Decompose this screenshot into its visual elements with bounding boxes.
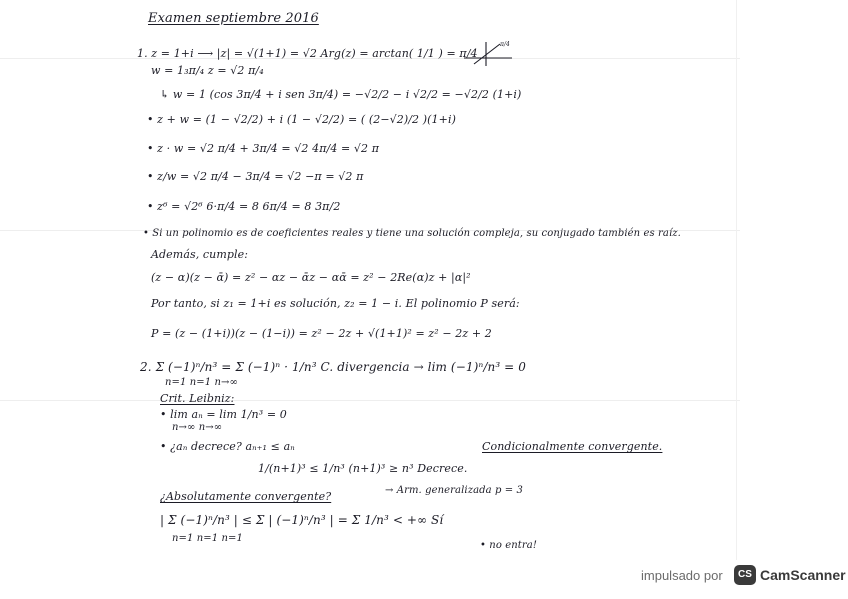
exercise-1-sum: • z + w = (1 − √2/2) + i (1 − √2/2) = ( (2−√2)/2 )(1+i) bbox=[147, 113, 456, 126]
polynomial-result: P = (z − (1+i))(z − (1−i)) = z² − 2z + √(1+1)² = z² − 2z + 2 bbox=[151, 327, 492, 340]
argument-diagram bbox=[460, 38, 520, 68]
diagram-label: π/4 bbox=[500, 41, 510, 48]
exercise-1-product: • z · w = √2 π/4 + 3π/4 = √2 4π/4 = √2 π bbox=[147, 142, 380, 155]
exercise-1-power: • z⁶ = √2⁶ 6·π/4 = 8 6π/4 = 8 3π/2 bbox=[147, 200, 341, 213]
polynomial-statement: • Si un polinomio es de coeficientes reales y tiene una solución compleja, su conjugado también es raíz. bbox=[143, 228, 681, 239]
absolute-convergence-heading: ¿Absolutamente convergente? bbox=[160, 490, 332, 503]
absolute-convergence-subscripts: n=1 n=1 n=1 bbox=[172, 533, 244, 544]
leibniz-decreasing-proof: 1/(n+1)³ ≤ 1/n³ (n+1)³ ≥ n³ Decrece. bbox=[258, 462, 468, 475]
camscanner-logo-icon: CS bbox=[734, 565, 756, 585]
leibniz-decreasing-question: • ¿aₙ decrece? aₙ₊₁ ≤ aₙ bbox=[160, 440, 295, 453]
exercise-2-series: 2. Σ (−1)ⁿ/n³ = Σ (−1)ⁿ · 1/n³ C. divergencia → lim (−1)ⁿ/n³ = 0 bbox=[140, 360, 526, 374]
exercise-1-line-1: 1. z = 1+i ⟶ |z| = √(1+1) = √2 Arg(z) = arctan( 1/1 ) = π/4 bbox=[137, 47, 478, 60]
polynomial-por-tanto: Por tanto, si z₁ = 1+i es solución, z₂ = 1 − i. El polinomio P será: bbox=[151, 297, 520, 310]
exercise-1-quotient: • z/w = √2 π/4 − 3π/4 = √2 −π = √2 π bbox=[147, 170, 364, 183]
absolute-convergence-proof: | Σ (−1)ⁿ/n³ | ≤ Σ | (−1)ⁿ/n³ | = Σ 1/n³ < +∞ Sí bbox=[160, 513, 444, 527]
generalized-harmonic-note: → Arm. generalizada p = 3 bbox=[385, 485, 523, 496]
conditional-convergence: Condicionalmente convergente. bbox=[482, 440, 663, 453]
exercise-1-line-2: w = 1₃π/₄ z = √2 π/₄ bbox=[151, 64, 264, 77]
exercise-2-series-subscripts: n=1 n=1 n→∞ bbox=[165, 377, 238, 388]
leibniz-limit: • lim aₙ = lim 1/n³ = 0 bbox=[160, 408, 287, 421]
exercise-1-line-3: ↳ w = 1 (cos 3π/4 + i sen 3π/4) = −√2/2 − i √2/2 = −√2/2 (1+i) bbox=[160, 88, 522, 101]
polynomial-ademas: Además, cumple: bbox=[151, 248, 249, 261]
polynomial-identity: (z − α)(z − ᾱ) = z² − αz − ᾱz − αᾱ = z² − 2Re(α)z + |α|² bbox=[151, 271, 471, 284]
camscanner-brand: CamScanner bbox=[760, 567, 846, 583]
leibniz-heading: Crit. Leibniz: bbox=[160, 392, 235, 405]
page-title: Examen septiembre 2016 bbox=[148, 11, 319, 26]
footer-powered-by: impulsado por bbox=[641, 568, 723, 583]
paper-margin-line bbox=[736, 0, 737, 560]
margin-note: • no entra! bbox=[480, 540, 537, 551]
paper-rule bbox=[0, 400, 740, 401]
leibniz-limit-subscripts: n→∞ n→∞ bbox=[172, 422, 223, 433]
